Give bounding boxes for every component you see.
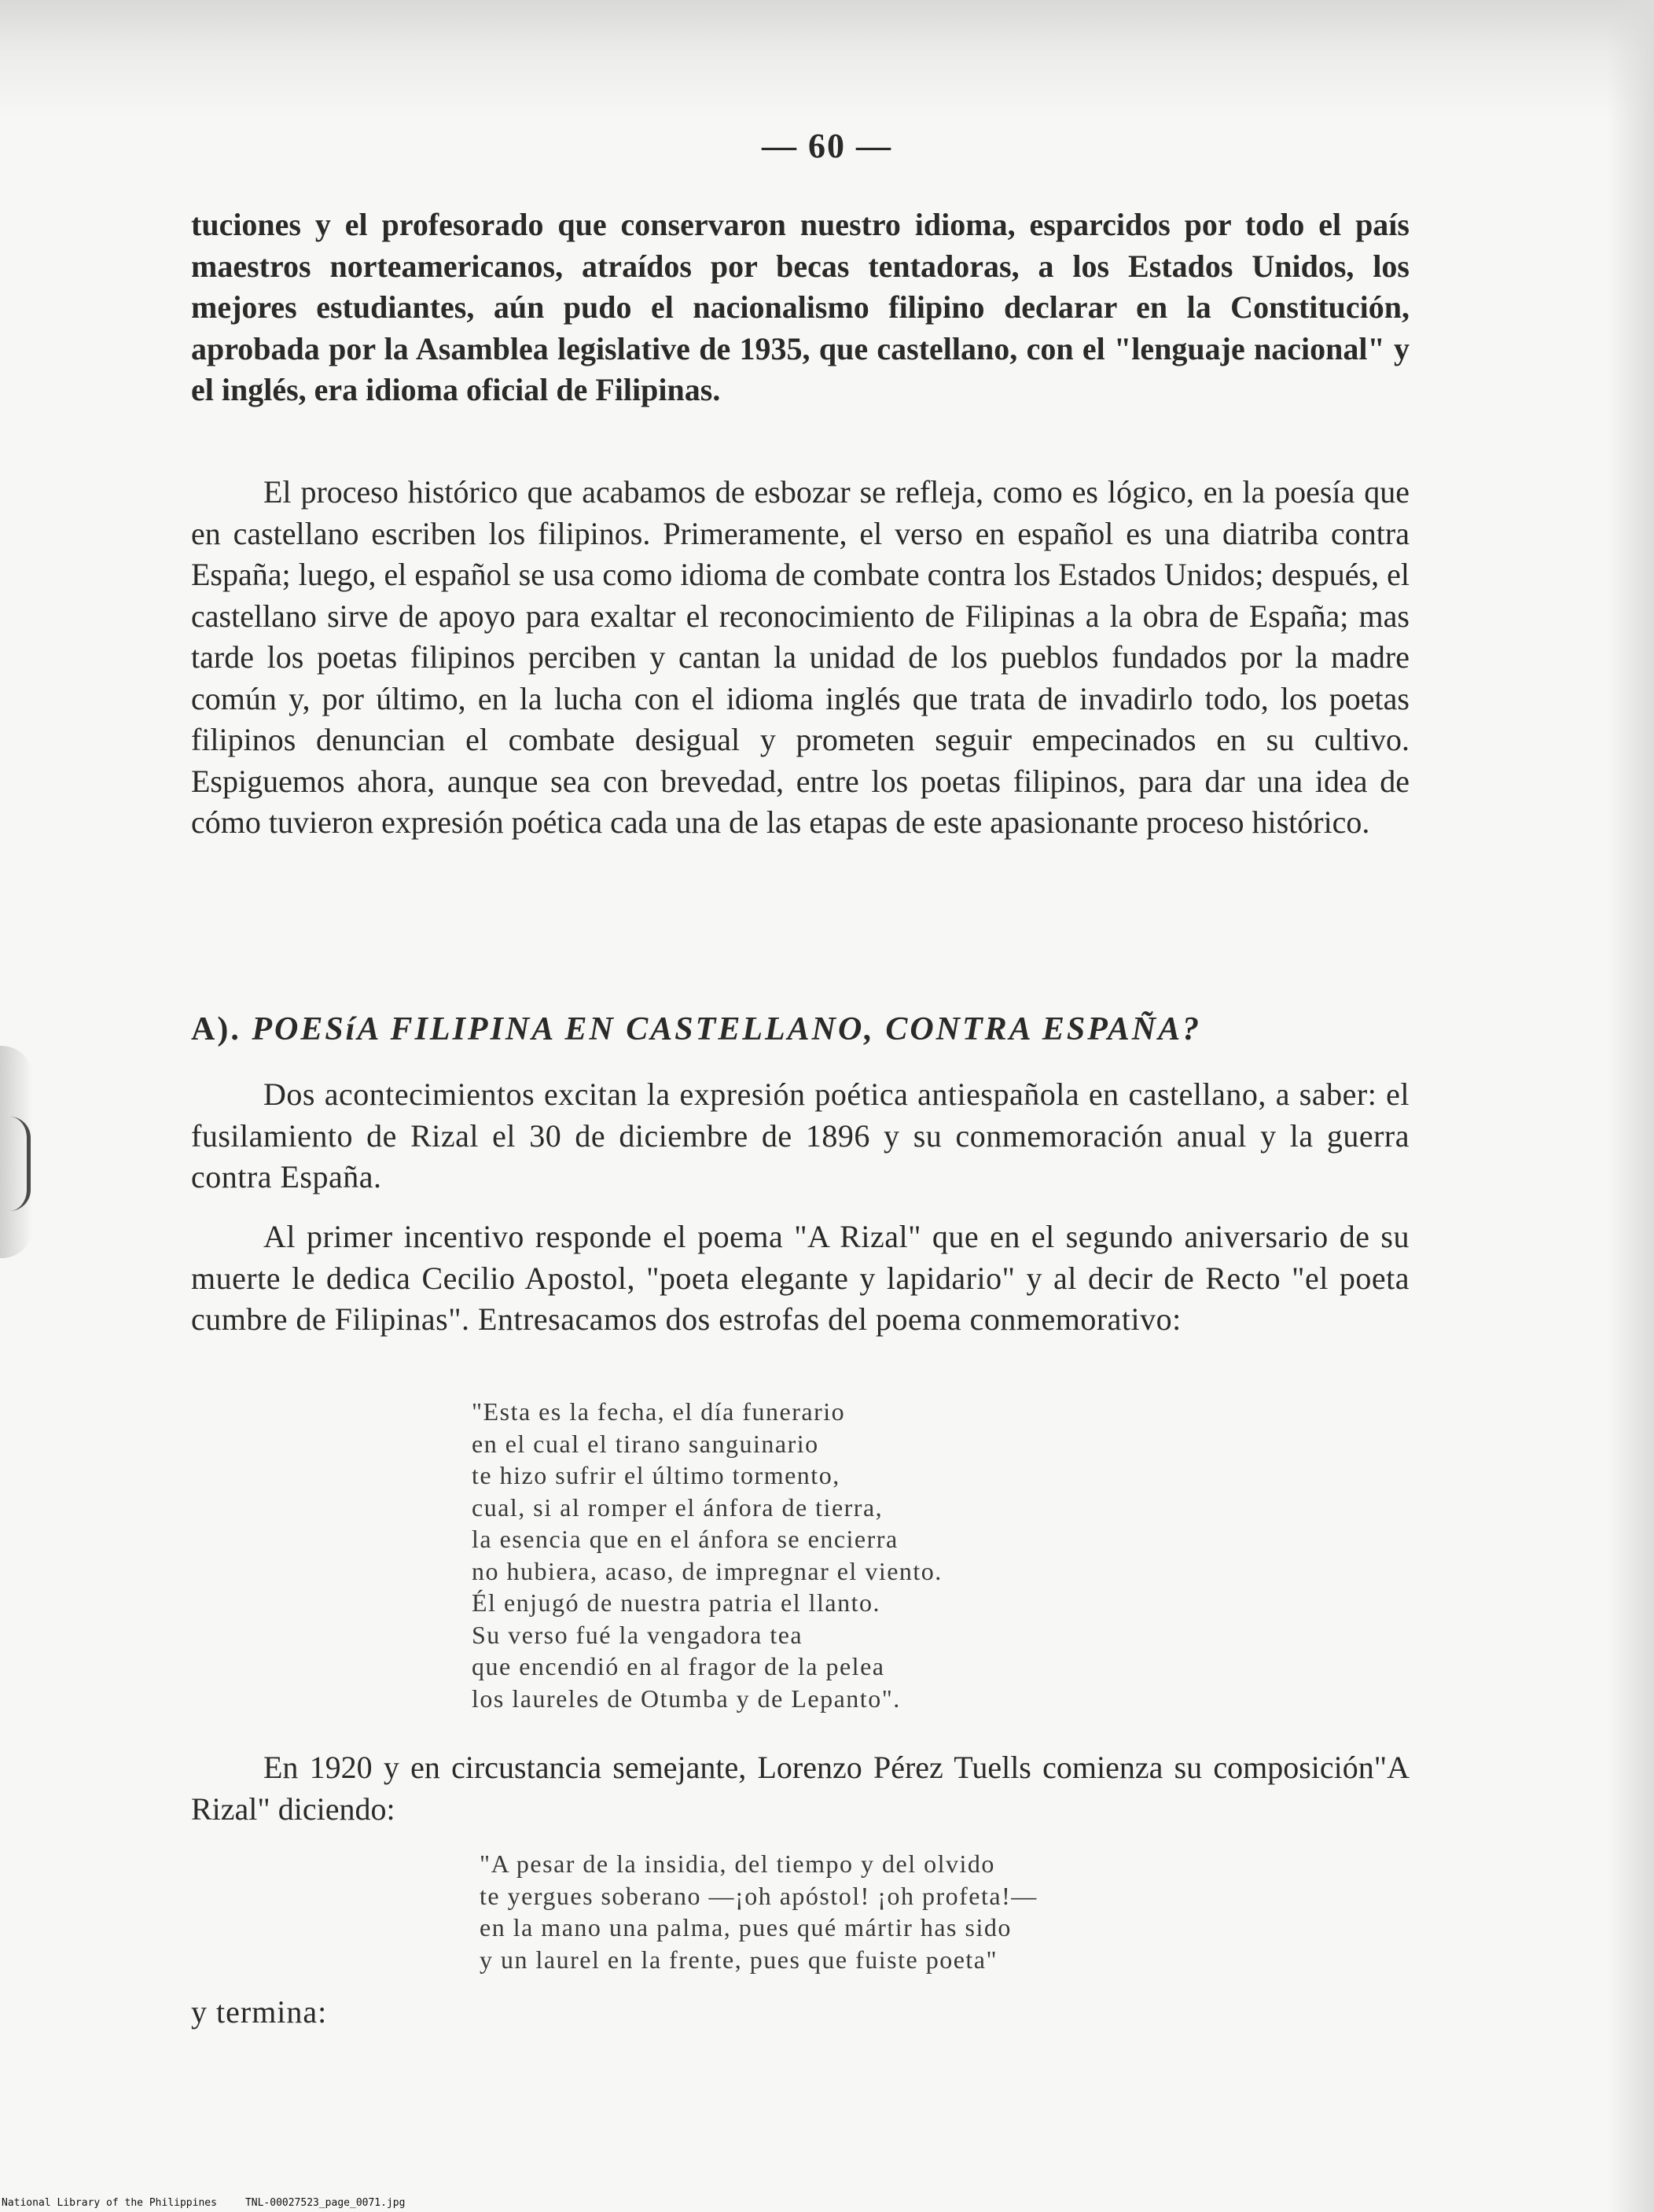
section-letter: A). [191,1011,241,1047]
closing-line: y termina: [191,1994,328,2030]
verse-line: Él enjugó de nuestra patria el llanto. [472,1588,880,1617]
verse-line: cual, si al romper el ánfora de tierra, [472,1492,884,1522]
section-title: POESíA FILIPINA EN CASTELLANO, CONTRA ESPAÑA? [252,1011,1202,1047]
page-number: — 60 — [762,127,892,165]
scan-footer [2,2197,405,2209]
verse-line: "A pesar de la insidia, del tiempo y del olvido [480,1849,995,1878]
verse-line: no hubiera, acaso, de impregnar el viento. [472,1556,943,1585]
scan-shadow-top [0,0,1654,118]
verse-line: la esencia que en el ánfora se encierra [472,1525,899,1553]
verse-line: en el cual el tirano sanguinario [472,1429,819,1458]
paragraph-3: Dos acontecimientos excitan la expresión poética antiespañola en castellano, a saber: el fusilamiento de Rizal el 30 de diciembre de 1896 y su conmemoración anual y la guerra contra España. [191,1077,1410,1194]
verse-line: te hizo sufrir el último tormento, [472,1461,840,1489]
verse-line: los laureles de Otumba y de Lepanto". [472,1684,901,1713]
paragraph-1: tuciones y el profesorado que conservaron nuestro idioma, esparcidos por todo el país maestros norteamericanos, atraídos por becas tentadoras, a los Estados Unidos, los mejores estudiantes, aún pudo el nacionalismo filipino declarar en la Constitución, aprobada por la Asamblea legislative de 1935, que castellano, con el "lenguaje nacional" y el inglés, era idioma oficial de Filipinas. [191,207,1410,407]
verse-line: en la mano una palma, pues qué mártir has sido [480,1913,1012,1941]
verse-block-perez-tuells [480,1848,1038,1975]
bracket-mark [9,1117,31,1211]
verse-line: te yergues soberano —¡oh apóstol! ¡oh profeta!— [480,1881,1038,1910]
paragraph-4: Al primer incentivo responde el poema "A Rizal" que en el segundo aniversario de su muerte le dedica Cecilio Apostol, "poeta elegante y lapidario" y al decir de Recto "el poeta cumbre de Filipinas". Entresacamos dos estrofas del poema conmemorativo: [191,1219,1410,1337]
paragraph-2: El proceso histórico que acabamos de esbozar se refleja, como es lógico, en la poesía que en castellano escriben los filipinos. Primeramente, el verso en español es una diatriba contra España; luego, el español se usa como idioma de combate contra los Estados Unidos; después, el castellano sirve de apoyo para exaltar el reconocimiento de Filipinas a la obra de España; mas tarde los poetas filipinos perciben y cantan la unidad de los pueblos fundados por la madre común y, por último, en la lucha con el idioma inglés que trata de invadirlo todo, los poetas filipinos denuncian el combate desigual y prometen seguir empecinados en su cultivo. Espiguemos ahora, aunque sea con brevedad, entre los poetas filipinos, para dar una idea de cómo tuvieron expresión poética cada una de las etapas de este apasionante proceso histórico. [191,474,1410,840]
scan-shadow-right [1607,0,1654,2212]
verse-line: y un laurel en la frente, pues que fuiste poeta" [480,1945,998,1974]
paragraph-5: En 1920 y en circustancia semejante, Lorenzo Pérez Tuells comienza su composición"A Rizal" diciendo: [191,1750,1410,1827]
verse-line: Su verso fué la vengadora tea [472,1620,803,1649]
section-heading [191,1010,1417,1048]
verse-line: "Esta es la fecha, el día funerario [472,1397,846,1426]
footer-library: National Library of the Philippines [2,2197,217,2209]
footer-file: TNL-00027523_page_0071.jpg [244,2197,406,2209]
verse-line: que encendió en al fragor de la pelea [472,1652,885,1680]
verse-block-apostol [472,1396,943,1714]
